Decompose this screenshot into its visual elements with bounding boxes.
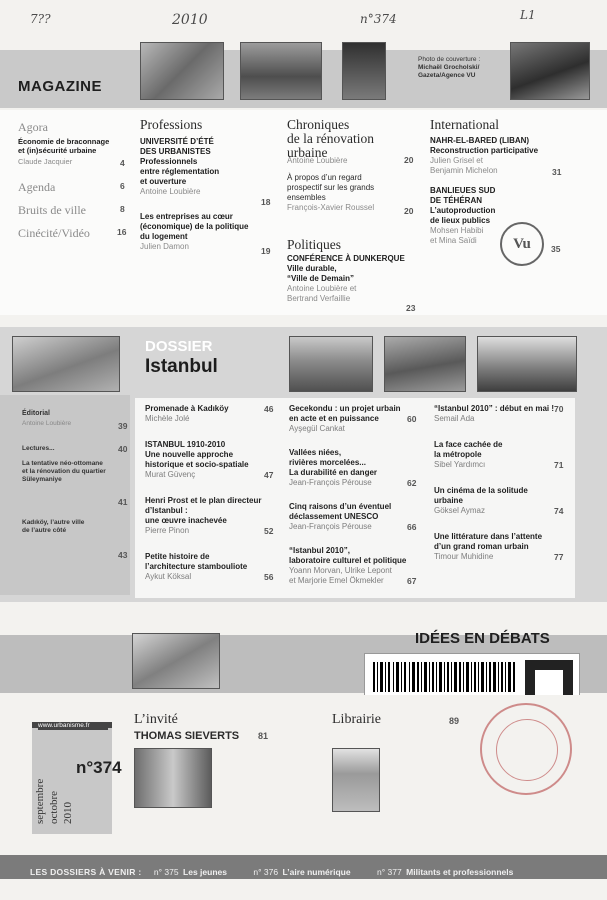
dossier-left-article-1: La tentative néo-ottomane et la rénovation du quartier Süleymaniye [22, 460, 106, 483]
dossier-article [289, 404, 424, 434]
cover-photo [510, 42, 590, 100]
issue-year: 2010 [62, 802, 74, 824]
dossier-article-page: 77 [554, 552, 564, 562]
dossier-article-page: 62 [407, 478, 417, 488]
cinecite-page: 16 [117, 227, 127, 237]
dossier-article-title: Gecekondu : un projet urbain en acte et en puissance [289, 404, 401, 423]
dossier-article-title: ISTANBUL 1910-2010 Une nouvelle approche historique et socio-spatiale [145, 440, 249, 469]
dossier-article-title: Un cinéma de la solitude urbaine [434, 486, 528, 505]
chroniques-author: Antoine Loubière [287, 156, 348, 165]
professions-article-1: UNIVERSITÉ D’ÉTÉ DES URBANISTES Professionnels entre réglementation et ouverture Antoine Loubière [140, 137, 220, 196]
dossier-photo-3 [384, 336, 466, 392]
handwritten-issue: n°374 [360, 12, 397, 26]
dossier-article [289, 502, 424, 532]
library-stamp [480, 703, 572, 795]
dossier-article-author: Aykut Köksal [145, 572, 192, 581]
dossier-article-author: Sibel Yardımcı [434, 460, 486, 469]
invite-portrait [134, 748, 212, 808]
editorial-heading: Éditorial [22, 410, 51, 417]
cinecite-link: Cinécité/Vidéo [18, 226, 90, 240]
dossier-article-title: Promenade à Kadıköy [145, 404, 229, 413]
dossier-article-page: 56 [264, 572, 274, 582]
dossier-article-page: 46 [264, 404, 274, 414]
issue-month: septembre [34, 778, 46, 824]
handwritten-year: 2010 [172, 12, 208, 28]
dossier-article-title: “Istanbul 2010” : début en mai ! [434, 404, 555, 413]
dossier-left-page-1: 41 [118, 497, 128, 507]
dossier-article-author: Semail Ada [434, 414, 475, 423]
dossier-article-title: Vallées niées, rivières morcelées... La durabilité en danger [289, 448, 378, 477]
dossier-article [434, 440, 569, 470]
dossier-article-page: 67 [407, 576, 417, 586]
agora-author: Claude Jacquier [18, 157, 73, 166]
dossier-article [145, 404, 280, 424]
dossier-article-author: Göksel Aymaz [434, 506, 485, 515]
dossier-article-author: Murat Güvenç [145, 470, 196, 479]
chroniques-page-2: 20 [404, 206, 414, 216]
librairie-page: 89 [449, 716, 460, 726]
dossier-article-page: 60 [407, 414, 417, 424]
dossier-article [145, 552, 280, 582]
bruits-page: 8 [120, 204, 125, 214]
dossier-article-page: 74 [554, 506, 564, 516]
dossier-article-author: Jean-François Pérouse [289, 478, 372, 487]
professions-page-2: 19 [261, 246, 271, 256]
dossier-article [289, 448, 424, 488]
dossier-article-author: Ayşegül Cankat [289, 424, 345, 433]
international-article-2: BANLIEUES SUD DE TÉHÉRAN L’autoproduction de lieux publics Mohsen Habibi et Mina Saïdi [430, 186, 496, 245]
dossier-article [289, 546, 424, 586]
dossier-article [434, 404, 569, 424]
international-page-1: 31 [552, 167, 562, 177]
chroniques-page: 20 [404, 155, 414, 165]
agenda-link: Agenda [18, 180, 56, 194]
dossier-title: Istanbul [145, 356, 218, 377]
dossier-photo-2 [289, 336, 373, 392]
dossier-article-author: Timour Muhidine [434, 552, 494, 561]
magazine-photo-3 [342, 42, 386, 100]
dossier-article-title: “Istanbul 2010”, laboratoire culturel et politique [289, 546, 407, 565]
professions-page-1: 18 [261, 197, 271, 207]
editorial-author: Antoine Loubière [22, 420, 72, 427]
issue-number: n°374 [76, 758, 122, 777]
dossier-article-title: Cinq raisons d’un éventuel déclassement UNESCO [289, 502, 392, 521]
librairie-heading: Librairie [332, 712, 381, 727]
issue-month-2: octobre [48, 791, 60, 824]
politiques-heading: Politiques [287, 237, 342, 252]
lectures-heading: Lectures... [22, 445, 55, 452]
dossier-article-page: 71 [554, 460, 564, 470]
dossier-article-page: 70 [554, 404, 564, 414]
website-url: www.urbanisme.fr [38, 722, 108, 730]
agora-page: 4 [120, 158, 125, 168]
upcoming-dossiers: LES DOSSIERS À VENIR : n° 375 Les jeunes n° 376 L’aire numérique n° 377 Militants et professionnels [30, 867, 514, 877]
magazine-photo-1 [140, 42, 224, 100]
dossier-article-author: Michèle Jolé [145, 414, 190, 423]
dossier-article-page: 66 [407, 522, 417, 532]
international-page-2: 35 [551, 244, 561, 254]
dossier-article-title: Une littérature dans l’attente d’un grand roman urbain [434, 532, 543, 551]
politiques-article: CONFÉRENCE À DUNKERQUE Ville durable, “Ville de Demain” Antoine Loubière et Bertrand Verfaillie [287, 254, 405, 303]
invite-page: 81 [258, 731, 269, 741]
cover-credit: Photo de couverture : Michaël Grocholski/ Gazeta/Agence VU [418, 56, 481, 79]
agora-article: Économie de braconnage et (in)sécurité urbaine [18, 137, 110, 155]
dossier-article [145, 496, 280, 536]
chroniques-heading: Chroniques de la rénovation urbaine [287, 117, 374, 160]
bruits-link: Bruits de ville [18, 203, 86, 217]
lectures-page: 40 [118, 444, 128, 454]
dossier-article-author: Pierre Pinon [145, 526, 190, 535]
professions-article-2: Les entreprises au cœur (économique) de la politique du logement Julien Damon [140, 212, 249, 251]
dossier-article-page: 47 [264, 470, 274, 480]
dossier-article-author: Yoann Morvan, Ulrike Lepont et Marjorie Emel Ökmekler [289, 566, 392, 585]
invite-heading: L’invité [134, 712, 178, 727]
dossier-left-article-2: Kadıköy, l’autre ville de l’autre côté [22, 519, 85, 534]
idees-photo [132, 633, 220, 689]
international-heading: International [430, 117, 499, 132]
chroniques-article-2: À propos d’un regard prospectif sur les grands ensembles François-Xavier Roussel [287, 173, 375, 212]
dossier-article-title: Henri Prost et le plan directeur d’Istanbul : une œuvre inachevée [145, 496, 262, 525]
idees-title: IDÉES EN DÉBATS [415, 630, 550, 647]
editorial-page: 39 [118, 421, 128, 431]
dossier-photo-1 [12, 336, 120, 392]
footer-band [0, 855, 607, 879]
dossier-article [145, 440, 280, 480]
magazine-title: MAGAZINE [18, 78, 102, 95]
vu-agency-stamp: Vu [500, 222, 544, 266]
dossier-article-title: La face cachée de la métropole [434, 440, 503, 459]
dossier-article-author: Jean-François Pérouse [289, 522, 372, 531]
dossier-article [434, 532, 569, 562]
agenda-page: 6 [120, 181, 125, 191]
politiques-page: 23 [406, 303, 416, 313]
dossier-article-page: 52 [264, 526, 274, 536]
issue-spine [32, 722, 122, 834]
book-cover [332, 748, 380, 812]
professions-heading: Professions [140, 117, 203, 132]
dossier-left-page-2: 43 [118, 550, 128, 560]
handwritten-note: 7?? [30, 12, 51, 26]
dossier-photo-4 [477, 336, 577, 392]
dossier-kicker: DOSSIER [145, 338, 213, 355]
dossier-article-title: Petite histoire de l’architecture stambouliote [145, 552, 248, 571]
international-article-1: NAHR-EL-BARED (LIBAN) Reconstruction participative Julien Grisel et Benjamin Michelon [430, 136, 539, 175]
magazine-photo-2 [240, 42, 322, 100]
handwritten-code: L1 [520, 8, 536, 22]
agora-heading: Agora [18, 120, 48, 134]
invite-name: THOMAS SIEVERTS [134, 730, 240, 742]
dossier-article [434, 486, 569, 516]
